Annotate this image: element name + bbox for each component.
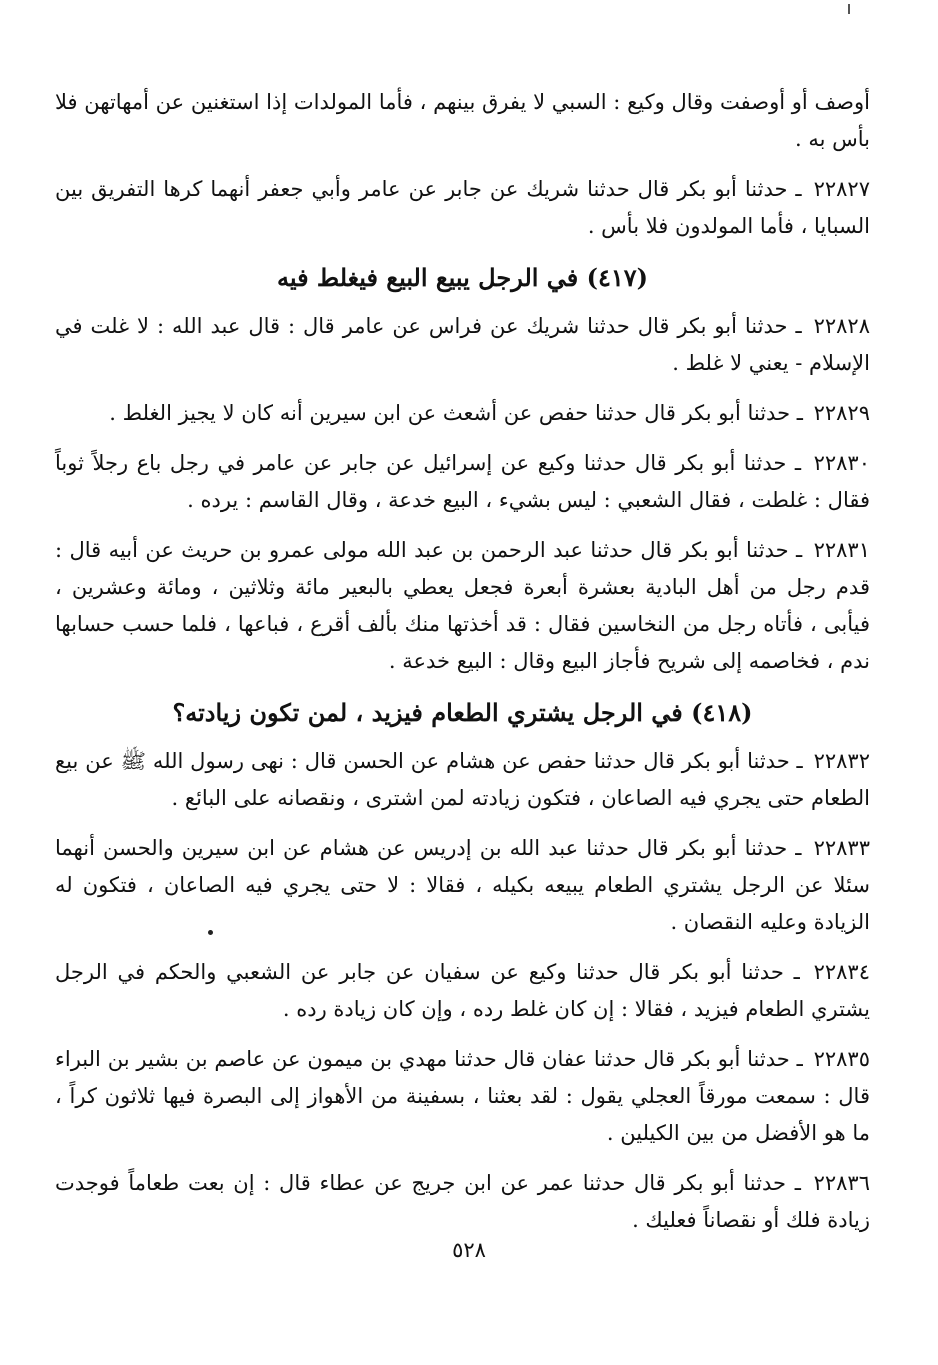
paragraph-continuation xyxy=(55,84,870,158)
hadith-22836 xyxy=(55,1165,870,1239)
hadith-text: ـ حدثنا أبو بكر قال حدثنا عمر عن ابن جريج عن عطاء قال : إن بعت طعاماً فوجدت زيادة فلك أو نقصاناً فعليك . xyxy=(55,1171,870,1232)
hadith-22833 xyxy=(55,830,870,941)
chapter-heading-417: (٤١٧) في الرجل يبيع البيع فيغلط فيه xyxy=(276,263,648,292)
margin-mark xyxy=(848,4,850,14)
hadith-number: ٢٢٨٢٩ xyxy=(813,401,870,425)
hadith-22830 xyxy=(55,445,870,519)
hadith-text: ـ حدثنا أبو بكر قال حدثنا وكيع عن إسرائيل عن جابر عن عامر في رجل باع رجلاً ثوباً فقال : غلطت ، فقال الشعبي : ليس بشيء ، البيع خدعة ، وقال القاسم : يرده . xyxy=(55,451,870,512)
hadith-number: ٢٢٨٣٤ xyxy=(813,960,870,984)
hadith-text: ـ حدثنا أبو بكر قال حدثنا عفان قال حدثنا مهدي بن ميمون عن عاصم بن بشير بن البراء قال : سمعت مورقاً العجلي يقول : لقد بعثنا ، بسفينة من الأهواز إلى البصرة فيها ثلاثون كراً ، ما هو الأفضل من بين الكيلين . xyxy=(55,1047,870,1145)
hadith-22828 xyxy=(55,308,870,382)
hadith-text: ـ حدثنا أبو بكر قال حدثنا حفص عن هشام عن الحسن قال : نهى رسول الله ﷺ عن بيع الطعام حتى يجري فيه الصاعان ، فتكون زيادته لمن اشترى ، ونقصانه على البائع . xyxy=(55,749,870,810)
stray-dot xyxy=(208,930,213,935)
hadith-22827 xyxy=(55,171,870,245)
hadith-22834 xyxy=(55,954,870,1028)
hadith-22835 xyxy=(55,1041,870,1152)
hadith-text: ـ حدثنا أبو بكر قال حدثنا شريك عن فراس عن عامر قال : قال عبد الله : لا غلت في الإسلام - يعني لا غلط . xyxy=(55,314,870,375)
hadith-text: ـ حدثنا أبو بكر قال حدثنا وكيع عن سفيان عن جابر عن الشعبي والحكم في الرجل يشتري الطعام فيزيد ، فقالا : إن كان غلط رده ، وإن كان زيادة رده . xyxy=(55,960,870,1021)
hadith-number: ٢٢٨٢٧ xyxy=(813,177,870,201)
hadith-number: ٢٢٨٢٨ xyxy=(813,314,870,338)
hadith-22829 xyxy=(55,395,870,432)
page-number: ٥٢٨ xyxy=(452,1238,486,1262)
hadith-text: ـ حدثنا أبو بكر قال حدثنا عبد الله بن إدريس عن هشام عن ابن سيرين والحسن أنهما سئلا عن الرجل يشتري الطعام يبيعه بكيله ، فقالا : لا حتى يجري فيه الصاعان ، فتكون له الزيادة وعليه النقصان . xyxy=(55,836,870,934)
hadith-22831 xyxy=(55,532,870,680)
hadith-22832 xyxy=(55,743,870,817)
hadith-text: ـ حدثنا أبو بكر قال حدثنا حفص عن أشعث عن ابن سيرين أنه كان لا يجيز الغلط . xyxy=(109,401,803,425)
hadith-number: ٢٢٨٣٠ xyxy=(813,451,870,475)
hadith-number: ٢٢٨٣٥ xyxy=(813,1047,870,1071)
hadith-number: ٢٢٨٣٣ xyxy=(813,836,870,860)
hadith-number: ٢٢٨٣١ xyxy=(813,538,870,562)
chapter-heading-418: (٤١٨) في الرجل يشتري الطعام فيزيد ، لمن تكون زيادته؟ xyxy=(172,698,753,727)
hadith-number: ٢٢٨٣٢ xyxy=(813,749,870,773)
hadith-text: ـ حدثنا أبو بكر قال حدثنا عبد الرحمن بن عبد الله مولى عمرو بن حريث عن أبيه قال : قدم رجل من أهل البادية بعشرة أبعرة فجعل يعطي بالبعير مائة وثلاثين ، ومائة وعشرين ، فيأبى ، فأتاه رجل من النخاسين فقال : قد أخذتها منك بألف أقرع ، فباعها ، فلما حسب حسابها ندم ، فخاصمه إلى شريح فأجاز البيع وقال : البيع خدعة . xyxy=(55,538,870,673)
hadith-text: ـ حدثنا أبو بكر قال حدثنا شريك عن جابر عن عامر وأبي جعفر أنهما كرها التفريق بين السبايا ، فأما المولدون فلا بأس . xyxy=(55,177,870,238)
page-body xyxy=(55,84,870,1252)
paragraph-text: أوصف أو أوصفت وقال وكيع : السبي لا يفرق بينهم ، فأما المولدات إذا استغنين عن أمهاتهن فلا بأس به . xyxy=(55,90,870,151)
hadith-number: ٢٢٨٣٦ xyxy=(813,1171,870,1195)
